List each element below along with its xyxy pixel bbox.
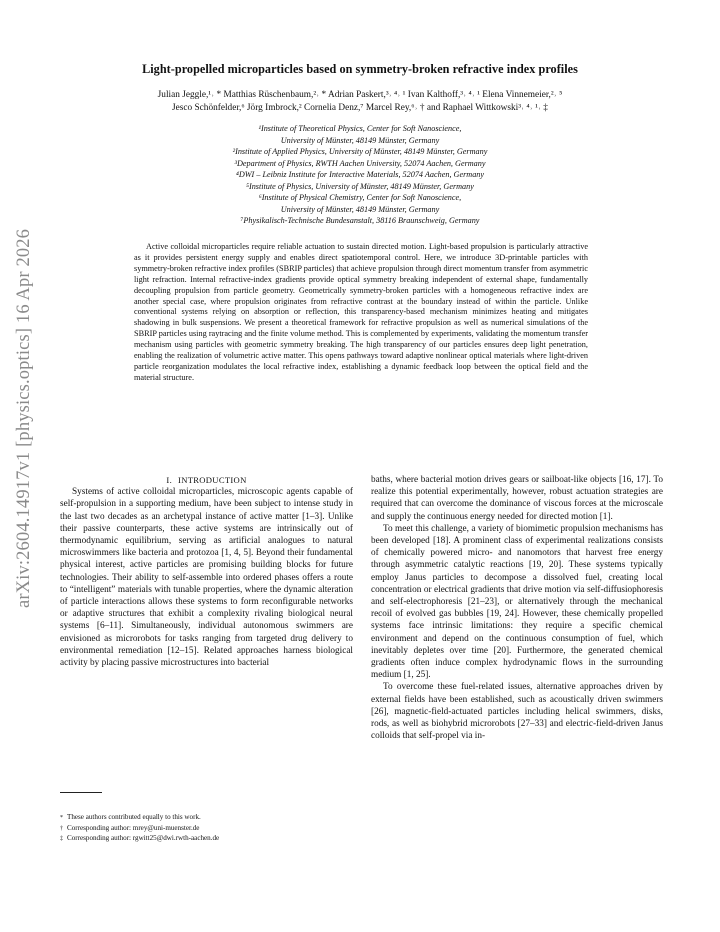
affiliation-line: University of Münster, 48149 Münster, Germany bbox=[280, 135, 440, 145]
body-paragraph: Systems of active colloidal microparticles, microscopic agents capable of self-propulsion in a supporting medium, have been subject to intense study in the last two decades as an archetypal instance of active matter [1–3]. Unlike their passive counterparts, these active systems are intrinsically out of thermodynamic equilibrium, serving as artificial analogues to natural microswimmers like bacteria and protozoa [1, 4, 5]. Beyond their fundamental physical interest, active particles are promising building blocks for future technologies. Their ability to self-assemble into ordered phases offers a route to “intelligent” materials with tunable properties, where the dynamic alteration of particle interactions allows these systems to form reconfigurable networks or adaptive structures that exhibit a complexity rivaling biological neural systems [6–11]. Simultaneously, individual autonomous swimmers are envisioned as microrobots for tasks ranging from targeted drug delivery to environmental remediation [12–15]. Related approaches harness biological activity by placing passive microstructures into bacterial bbox=[60, 487, 353, 669]
abstract: Active colloidal microparticles require reliable actuation to sustain directed motion. Light-based propulsion is particularly attractive as it provides persistent energy supply and enables direct spatiotemporal control. Here, we introduce 3D-printable particles with symmetry-broken refractive index profiles (SBRIP particles) that achieve propulsion through direct momentum transfer from asymmetric light refraction. Internal refractive-index gradients provide optical symmetry breaking independent of external shape, fundamentally decoupling propulsion from particle geometry. Geometrically symmetry-broken particles with a homogeneous refractive index are another special case, where propulsion originates from refractive contrast at the boundary instead of within the particle. Unlike conventional systems relying on absorption or reflection, this transparency-based mechanism minimizes heating and mitigates shadowing in bulk suspensions. We present a theoretical framework for refractive propulsion as well as numerical simulations of the SBRIP particles using raytracing and the finite volume method. This is complemented by experiments, validating the momentum transfer mechanism using particles with geometric symmetry breaking. The high transparency of our particles ensures deep light penetration, enabling the realization of volumetric active matter. This opens pathways toward adaptive nonlinear optical materials where light-driven particle reorganization modulates the local refractive index, establishing a dynamic feedback loop between the optical field and the material structure. bbox=[134, 242, 588, 382]
footnote bbox=[60, 834, 353, 845]
footnote-mark: † bbox=[60, 825, 63, 832]
footnote-text: These authors contributed equally to this work. bbox=[67, 813, 201, 821]
body-paragraph: baths, where bacterial motion drives gears or sailboat-like objects [16, 17]. To realize this potential experimentally, however, robust actuation strategies are required that can overcome the dominance of viscous forces at the microscale and supply the continuous energy needed for directed motion [1]. bbox=[371, 475, 663, 522]
author-list bbox=[80, 89, 640, 115]
footnotes bbox=[60, 792, 353, 845]
affiliation-line: ⁵Institute of Physics, University of Münster, 48149 Münster, Germany bbox=[246, 181, 474, 191]
right-column bbox=[371, 474, 663, 742]
affiliation-line: ⁷Physikalisch-Technische Bundesanstalt, 38116 Braunschweig, Germany bbox=[240, 216, 480, 225]
left-column bbox=[60, 474, 353, 669]
author-line-1: Julian Jeggle,¹˒ * Matthias Rüschenbaum,²˒ * Adrian Paskert,³˒ ⁴˒ ¹ Ivan Kalthoff,³˒ ⁴˒ ¹ Elena Vinnemeier,²˒ ⁵ bbox=[157, 90, 563, 100]
affiliation-list bbox=[100, 123, 620, 227]
affiliation-line: ³Department of Physics, RWTH Aachen University, 52074 Aachen, Germany bbox=[234, 158, 486, 168]
section-number: I. bbox=[166, 475, 173, 485]
footnote-rule bbox=[60, 792, 102, 793]
affiliation-line: ²Institute of Applied Physics, University of Münster, 48149 Münster, Germany bbox=[232, 147, 488, 156]
footnote bbox=[60, 813, 353, 824]
affiliation-line: ¹Institute of Theoretical Physics, Center for Soft Nanoscience, bbox=[258, 124, 462, 133]
paper-title: Light-propelled microparticles based on symmetry-broken refractive index profiles bbox=[142, 62, 578, 76]
affiliation-line: ⁶Institute of Physical Chemistry, Center for Soft Nanoscience, bbox=[258, 193, 462, 202]
arxiv-identifier-text: arXiv:2604.14917v1 [physics.optics] 16 Apr 2026 bbox=[14, 228, 34, 608]
affiliation-line: University of Münster, 48149 Münster, Germany bbox=[280, 204, 440, 214]
affiliation-line: ⁴DWI – Leibniz Institute for Interactive Materials, 52074 Aachen, Germany bbox=[235, 170, 485, 179]
footnote-mark: ‡ bbox=[60, 836, 63, 843]
section-title: INTRODUCTION bbox=[178, 475, 247, 485]
body-paragraph: To overcome these fuel-related issues, alternative approaches driven by external fields have been established, such as acoustically driven swimmers [26], magnetic-field-actuated particles including helical swimmers, disks, rods, as well as biohybrid microrobots [27–33] and electric-field-driven Janus colloids that self-propel via in- bbox=[371, 682, 663, 742]
footnote bbox=[60, 824, 353, 835]
footnote-text: Corresponding author: rgwitt25@dwi.rwth-aachen.de bbox=[67, 834, 220, 843]
arxiv-identifier-stamp bbox=[14, 228, 58, 652]
section-heading bbox=[60, 474, 353, 486]
footnote-mark: * bbox=[60, 815, 63, 821]
body-paragraph: To meet this challenge, a variety of biomimetic propulsion mechanisms has been developed [18]. A prominent class of experimental realizations consists of chemically powered micro- and nanomotors that harvest free energy through asymmetric catalytic reactions [19, 20]. These systems typically employ Janus particles to decompose a dissolved fuel, creating local concentration or electrical gradients that drive motion via self-diffusiophoresis and self-electrophoresis [21–23], or alternatively through the mechanical recoil of evolved gas bubbles [19, 24]. However, these chemically propelled systems face intrinsic limitations: they require a specific chemical environment and depend on the continuous consumption of fuel, which inevitably depletes over time [20]. Furthermore, the generated chemical gradients often induce complex hydrodynamic flows in the surrounding medium [1, 25]. bbox=[371, 523, 663, 681]
footnote-text: Corresponding author: mrey@uni-muenster.de bbox=[67, 823, 200, 832]
author-line-2: Jesco Schönfelder,⁶ Jörg Imbrock,² Cornelia Denz,⁷ Marcel Rey,⁶˒ † and Raphael Wittkowski³˒ ⁴˒ ¹˒ ‡ bbox=[172, 103, 548, 113]
